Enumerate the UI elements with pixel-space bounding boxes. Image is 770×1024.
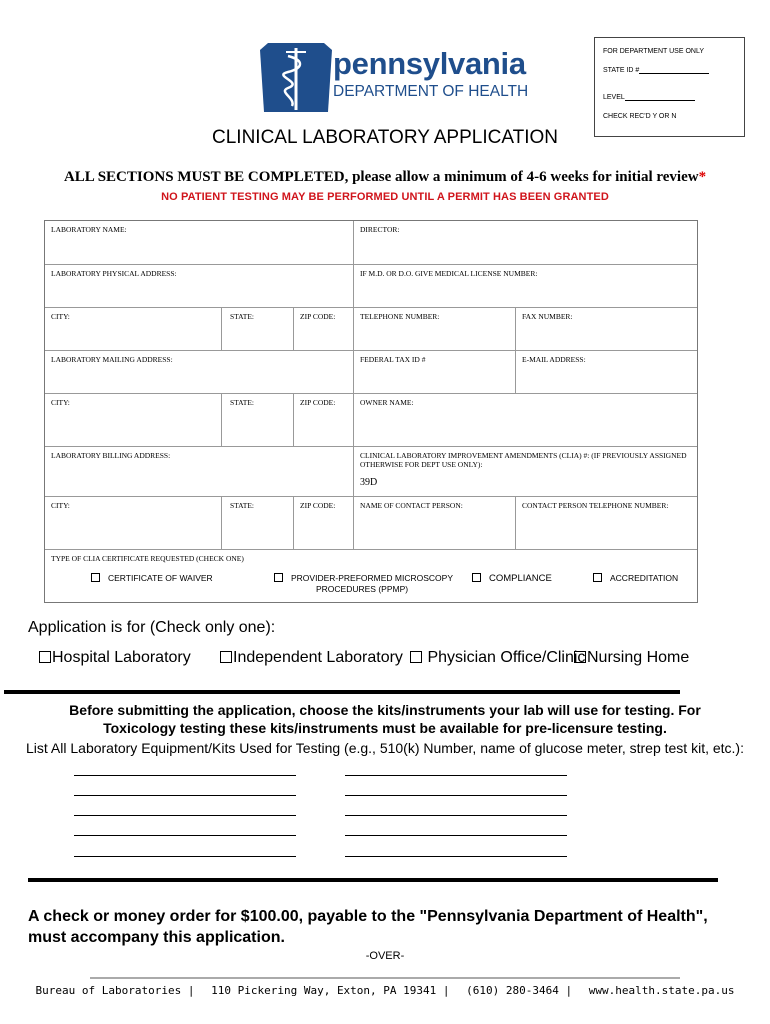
email-field[interactable]: E-MAIL ADDRESS: [515,350,697,393]
page-title: CLINICAL LABORATORY APPLICATION [212,127,558,148]
zip-field-3[interactable]: ZIP CODE: [293,496,353,549]
level-row [603,94,695,101]
nursing-home-option[interactable] [574,649,689,667]
checkbox-icon[interactable] [220,651,232,663]
footer-address: 110 Pickering Way, Exton, PA 19341 | [211,984,450,997]
dept-use-header: FOR DEPARTMENT USE ONLY [603,48,704,55]
checkbox-icon[interactable] [593,573,602,582]
physical-address-field[interactable]: LABORATORY PHYSICAL ADDRESS: [45,264,353,307]
physician-office-label: Physician Office/Clinic [423,649,586,666]
zip-field-2[interactable]: ZIP CODE: [293,393,353,446]
checkbox-icon[interactable] [91,573,100,582]
nursing-home-label: Nursing Home [587,649,690,666]
city-field-2[interactable]: CITY: [45,393,221,446]
mailing-address-field[interactable]: LABORATORY MAILING ADDRESS: [45,350,353,393]
hospital-lab-label: Hospital Laboratory [52,649,191,666]
section-divider [28,878,718,882]
owner-field[interactable]: OWNER NAME: [353,393,697,446]
tax-id-field[interactable]: FEDERAL TAX ID # [353,350,515,393]
cert-accreditation-option[interactable] [593,573,678,583]
fax-field[interactable]: FAX NUMBER: [515,307,697,350]
checkbox-icon[interactable] [274,573,283,582]
equipment-line[interactable] [345,835,567,836]
logo-name: pennsylvania [333,46,526,81]
checkbox-icon[interactable] [410,651,422,663]
independent-lab-label: Independent Laboratory [233,649,403,666]
footer-bureau: Bureau of Laboratories | [35,984,195,997]
no-testing-warning: NO PATIENT TESTING MAY BE PERFORMED UNTIL A PERMIT HAS BEEN GRANTED [161,191,609,203]
cert-waiver-label: CERTIFICATE OF WAIVER [108,573,213,583]
clia-value: 39D [360,477,378,488]
equipment-line[interactable] [345,815,567,816]
checkbox-icon[interactable] [472,573,481,582]
cert-ppmp-label: PROVIDER-PREFORMED MICROSCOPY [291,573,453,583]
payment-notice: A check or money order for $100.00, payable to the "Pennsylvania Department of Health", must accompany this application. [28,908,708,946]
cert-ppmp-label-line2: PROCEDURES (PPMP) [316,584,409,594]
footer [0,984,770,997]
state-field-2[interactable]: STATE: [221,393,293,446]
equipment-line[interactable] [345,856,567,857]
footer-phone: (610) 280-3464 | [466,984,573,997]
billing-address-field[interactable]: LABORATORY BILLING ADDRESS: [45,446,353,496]
level-line[interactable] [625,100,695,101]
license-field[interactable]: IF M.D. OR D.O. GIVE MEDICAL LICENSE NUMBER: [353,264,697,307]
sections-notice [0,169,770,186]
kits-list-label: List All Laboratory Equipment/Kits Used for Testing (e.g., 510(k) Number, name of glucose meter, strep test kit, etc.): [26,740,744,756]
equipment-line[interactable] [74,795,296,796]
city-field-1[interactable]: CITY: [45,307,221,350]
independent-lab-option[interactable] [220,649,403,667]
cert-ppmp-option[interactable] [274,573,453,583]
footer-divider [90,977,680,979]
hospital-lab-option[interactable] [39,649,191,667]
equipment-line[interactable] [74,775,296,776]
sections-notice-star: * [698,169,707,185]
state-field-3[interactable]: STATE: [221,496,293,549]
state-id-line[interactable] [639,73,709,74]
contact-name-field[interactable]: NAME OF CONTACT PERSON: [353,496,515,549]
physician-office-option[interactable] [410,649,585,667]
equipment-line[interactable] [345,775,567,776]
zip-field-1[interactable]: ZIP CODE: [293,307,353,350]
equipment-line[interactable] [74,856,296,857]
over-indicator: -OVER- [365,950,405,962]
telephone-field[interactable]: TELEPHONE NUMBER: [353,307,515,350]
equipment-line[interactable] [345,795,567,796]
department-use-box [594,37,745,137]
equipment-line[interactable] [74,815,296,816]
footer-website[interactable]: www.health.state.pa.us [588,984,735,997]
checkbox-icon[interactable] [39,651,51,663]
state-id-row [603,67,709,74]
section-divider [4,690,680,694]
clia-field[interactable] [353,446,697,496]
state-field-1[interactable]: STATE: [221,307,293,350]
level-label: LEVEL [603,94,625,101]
contact-phone-field[interactable]: CONTACT PERSON TELEPHONE NUMBER: [515,496,697,549]
cert-compliance-option[interactable] [472,573,552,584]
cert-compliance-label: COMPLIANCE [489,573,552,584]
check-recd-label: CHECK REC'D Y OR N [603,113,677,120]
application-for-label: Application is for (Check only one): [28,619,276,636]
city-field-3[interactable]: CITY: [45,496,221,549]
cert-waiver-option[interactable] [91,573,213,583]
logo-department: DEPARTMENT OF HEALTH [333,83,529,100]
checkbox-icon[interactable] [574,651,586,663]
state-id-label: STATE ID # [603,67,640,74]
logo-wordmark [333,48,528,102]
cert-type-label: TYPE OF CLIA CERTIFICATE REQUESTED (CHECK ONE) [51,554,244,563]
sections-notice-text: ALL SECTIONS MUST BE COMPLETED, please allow a minimum of 4-6 weeks for initial review [63,169,699,185]
clia-label: CLINICAL LABORATORY IMPROVEMENT AMENDMENTS (CLIA) #: (IF PREVIOUSLY ASSIGNED OTHERWISE FOR DEPT USE ONLY): [360,451,687,469]
director-field[interactable]: DIRECTOR: [353,221,697,264]
lab-name-field[interactable]: LABORATORY NAME: [51,225,127,234]
application-form-table [44,220,698,603]
kits-instruction-line1: Before submitting the application, choose the kits/instruments your lab will use for testing. For [69,702,701,718]
cert-accreditation-label: ACCREDITATION [610,573,679,583]
kits-instruction-line2: Toxicology testing these kits/instruments must be available for pre-licensure testing. [103,720,667,736]
equipment-line[interactable] [74,835,296,836]
